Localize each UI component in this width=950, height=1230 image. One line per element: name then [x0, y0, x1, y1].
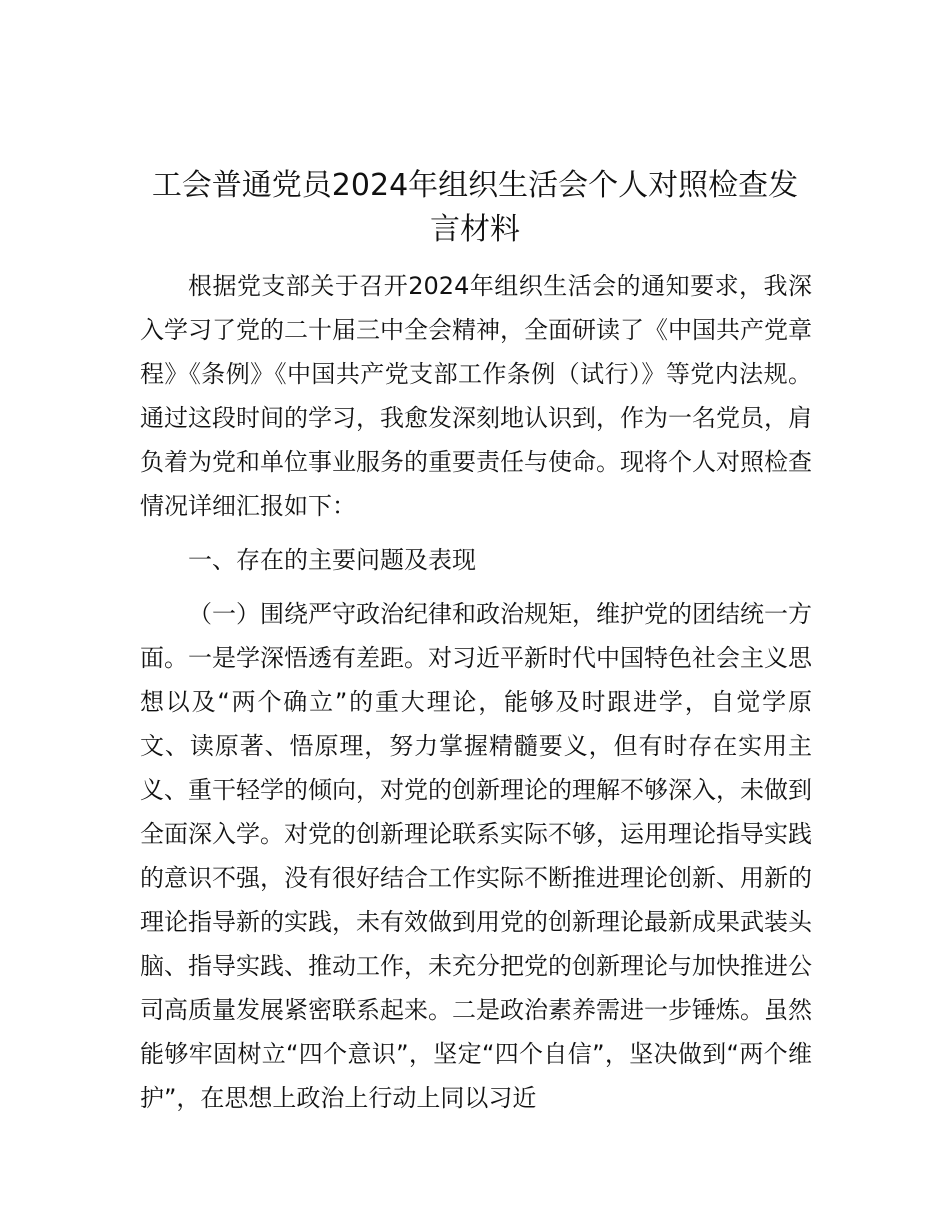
intro-paragraph: 根据党支部关于召开2024年组织生活会的通知要求，我深入学习了党的二十届三中全会精神，全面研读了《中国共产党章程》《条例》《中国共产党支部工作条例（试行）》等党内法规。通过这段时间的学习，我愈发深刻地认识到，作为一名党员，肩负着为党和单位事业服务的重要责任与使命。现将个人对照检查情况详细汇报如下：: [140, 272, 812, 520]
document-body: [140, 264, 812, 1120]
document-title: 工会普通党员2024年组织生活会个人对照检查发言材料: [151, 168, 799, 247]
section-heading: 一、存在的主要问题及表现: [188, 546, 476, 574]
subsection-paragraph: （一）围绕严守政治纪律和政治规矩，维护党的团结统一方面。一是学深悟透有差距。对习近平新时代中国特色社会主义思想以及“两个确立”的重大理论，能够及时跟进学，自觉学原文、读原著、悟原理，努力掌握精髓要义，但有时存在实用主义、重干轻学的倾向，对党的创新理论的理解不够深入，未做到全面深入学。对党的创新理论联系实际不够，运用理论指导实践的意识不强，没有很好结合工作实际不断推进理论创新、用新的理论指导新的实践，未有效做到用党的创新理论最新成果武装头脑、指导实践、推动工作，未充分把党的创新理论与加快推进公司高质量发展紧密联系起来。二是政治素养需进一步锤炼。虽然能够牢固树立“四个意识”，坚定“四个自信”，坚决做到“两个维护”，在思想上政治上行动上同以习近: [140, 600, 812, 1112]
